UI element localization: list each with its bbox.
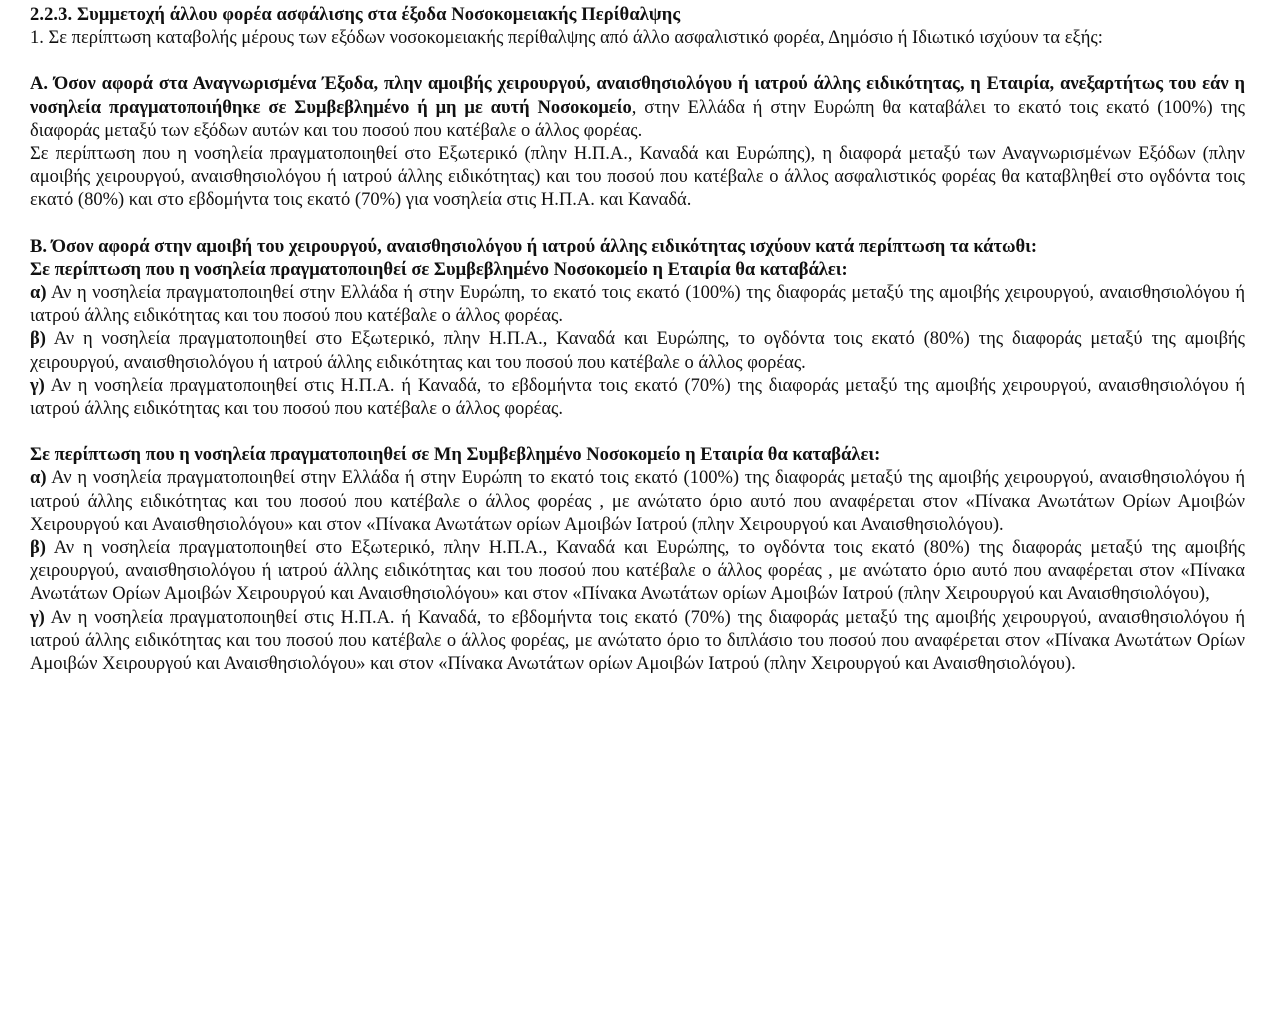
part-b-heading: Β. Όσον αφορά στην αμοιβή του χειρουργού, αναισθησιολόγου ή ιατρού άλλης ειδικότητας ισχύουν κατά περίπτωση τα κάτωθι: <box>30 236 1038 257</box>
spacer <box>30 213 1245 236</box>
item-text: Αν η νοσηλεία πραγματοποιηθεί στην Ελλάδα ή στην Ευρώπη, το εκατό τοις εκατό (100%) της διαφοράς μεταξύ της αμοιβής χειρουργού, αναισθησιολόγου ή ιατρού άλλης ειδικότητας και του ποσού που κατέβαλε ο άλλος φορέας. <box>30 283 1245 327</box>
non-contracted-item-c <box>30 607 1245 677</box>
non-contracted-item-b <box>30 537 1245 607</box>
item-marker: γ) <box>30 375 45 396</box>
section-intro: 1. Σε περίπτωση καταβολής μέρους των εξόδων νοσοκομειακής περίθαλψης από άλλο ασφαλιστικό φορέα, Δημόσιο ή Ιδιωτικό ισχύουν τα εξής: <box>30 28 1103 49</box>
spacer <box>30 421 1245 444</box>
item-text: Αν η νοσηλεία πραγματοποιηθεί στο Εξωτερικό, πλην Η.Π.Α., Καναδά και Ευρώπης, το ογδόντα τοις εκατό (80%) της διαφοράς μεταξύ της αμοιβής χειρουργού, αναισθησιολόγου ή ιατρού άλλης ειδικότητας και του ποσού που κατέβαλε ο άλλος φορέας , με ανώτατο όριο αυτό που αναφέρεται στον «Πίνακα Ανωτάτων Ορίων Αμοιβών Χειρουργού και Αναισθησιολόγου» και στον «Πίνακα Ανωτάτων ορίων Αμοιβών Ιατρού (πλην Χειρουργού και Αναισθησιολόγου), <box>30 538 1245 605</box>
item-text: Αν η νοσηλεία πραγματοποιηθεί στις Η.Π.Α. ή Καναδά, το εβδομήντα τοις εκατό (70%) της διαφοράς μεταξύ της αμοιβής χειρουργού, αναισθησιολόγου ή ιατρού άλλης ειδικότητας και του ποσού που κατέβαλε ο άλλος φορέας, με ανώτατο όριο το διπλάσιο του ποσού που αναφέρεται στον «Πίνακα Ανωτάτων Ορίων Αμοιβών Χειρουργού και Αναισθησιολόγου» και στον «Πίνακα Ανωτάτων ορίων Αμοιβών Ιατρού (πλην Χειρουργού και Αναισθησιολόγου). <box>30 607 1245 675</box>
spacer <box>30 50 1245 73</box>
document-body <box>30 4 1245 676</box>
contracted-item-a <box>30 282 1245 328</box>
contracted-item-b <box>30 328 1245 374</box>
non-contracted-heading: Σε περίπτωση που η νοσηλεία πραγματοποιηθεί σε Μη Συμβεβλημένο Νοσοκομείο η Εταιρία θα καταβάλει: <box>30 445 881 466</box>
part-a-abroad-paragraph: Σε περίπτωση που η νοσηλεία πραγματοποιηθεί στο Εξωτερικό (πλην Η.Π.Α., Καναδά και Ευρώπης), η διαφορά μεταξύ των Αναγνωρισμένων Εξόδων (πλην αμοιβής χειρουργού, αναισθησιολόγου ή ιατρού άλλης ειδικότητας) και του ποσού που κατέβαλε ο άλλος ασφαλιστικός φορέας θα καταβληθεί στο ογδόντα τοις εκατό (80%) και στο εβδομήντα τοις εκατό (70%) για νοσηλεία στις Η.Π.Α. και Καναδά. <box>30 144 1245 211</box>
part-a-lead-rest: , στην Ελλάδα ή στην Ευρώπη θα καταβάλει το εκατό τοις εκατό (100%) της διαφοράς μεταξύ των εξόδων αυτών και του ποσού που κατέβαλε ο άλλος φορέας. <box>30 97 1245 141</box>
section-heading: 2.2.3. Συμμετοχή άλλου φορέα ασφάλισης στα έξοδα Νοσοκομειακής Περίθαλψης <box>30 5 681 25</box>
item-marker: β) <box>30 329 46 350</box>
item-marker: β) <box>30 538 46 559</box>
item-text: Αν η νοσηλεία πραγματοποιηθεί στο Εξωτερικό, πλην Η.Π.Α., Καναδά και Ευρώπης, το ογδόντα τοις εκατό (80%) της διαφοράς μεταξύ της αμοιβής χειρουργού, αναισθησιολόγου ή ιατρού άλλης ειδικότητας και του ποσού που κατέβαλε ο άλλος φορέας. <box>30 329 1245 373</box>
item-text: Αν η νοσηλεία πραγματοποιηθεί στην Ελλάδα ή στην Ευρώπη το εκατό τοις εκατό (100%) της διαφοράς μεταξύ της αμοιβής χειρουργού, αναισθησιολόγου ή ιατρού άλλης ειδικότητας και του ποσού που κατέβαλε ο άλλος φορέας , με ανώτατο όριο αυτό που αναφέρεται στον «Πίνακα Ανωτάτων Ορίων Αμοιβών Χειρουργού και Αναισθησιολόγου» και στον «Πίνακα Ανωτάτων ορίων Αμοιβών Ιατρού (πλην Χειρουργού και Αναισθησιολόγου). <box>30 468 1245 535</box>
item-text: Αν η νοσηλεία πραγματοποιηθεί στις Η.Π.Α. ή Καναδά, το εβδομήντα τοις εκατό (70%) της διαφοράς μεταξύ της αμοιβής χειρουργού, αναισθησιολόγου ή ιατρού άλλης ειδικότητας και του ποσού που κατέβαλε ο άλλος φορέας. <box>30 375 1245 420</box>
item-marker: γ) <box>30 607 45 628</box>
item-marker: α) <box>30 468 47 489</box>
part-a-lead: Α. Όσον αφορά στα Αναγνωρισμένα Έξοδα, πλην αμοιβής χειρουργού, αναισθησιολόγου ή ιατρού άλλης ειδικότητας, η Εταιρία, ανεξαρτήτως του εάν η νοσηλεία πραγματοποιήθηκε σε Συμβεβλημένο ή μη με αυτή Νοσοκομείο <box>30 74 1245 118</box>
non-contracted-item-a <box>30 467 1245 537</box>
part-a-paragraph <box>30 73 1245 143</box>
item-marker: α) <box>30 283 47 304</box>
contracted-heading: Σε περίπτωση που η νοσηλεία πραγματοποιηθεί σε Συμβεβλημένο Νοσοκομείο η Εταιρία θα καταβάλει: <box>30 259 848 280</box>
contracted-item-c <box>30 375 1245 421</box>
